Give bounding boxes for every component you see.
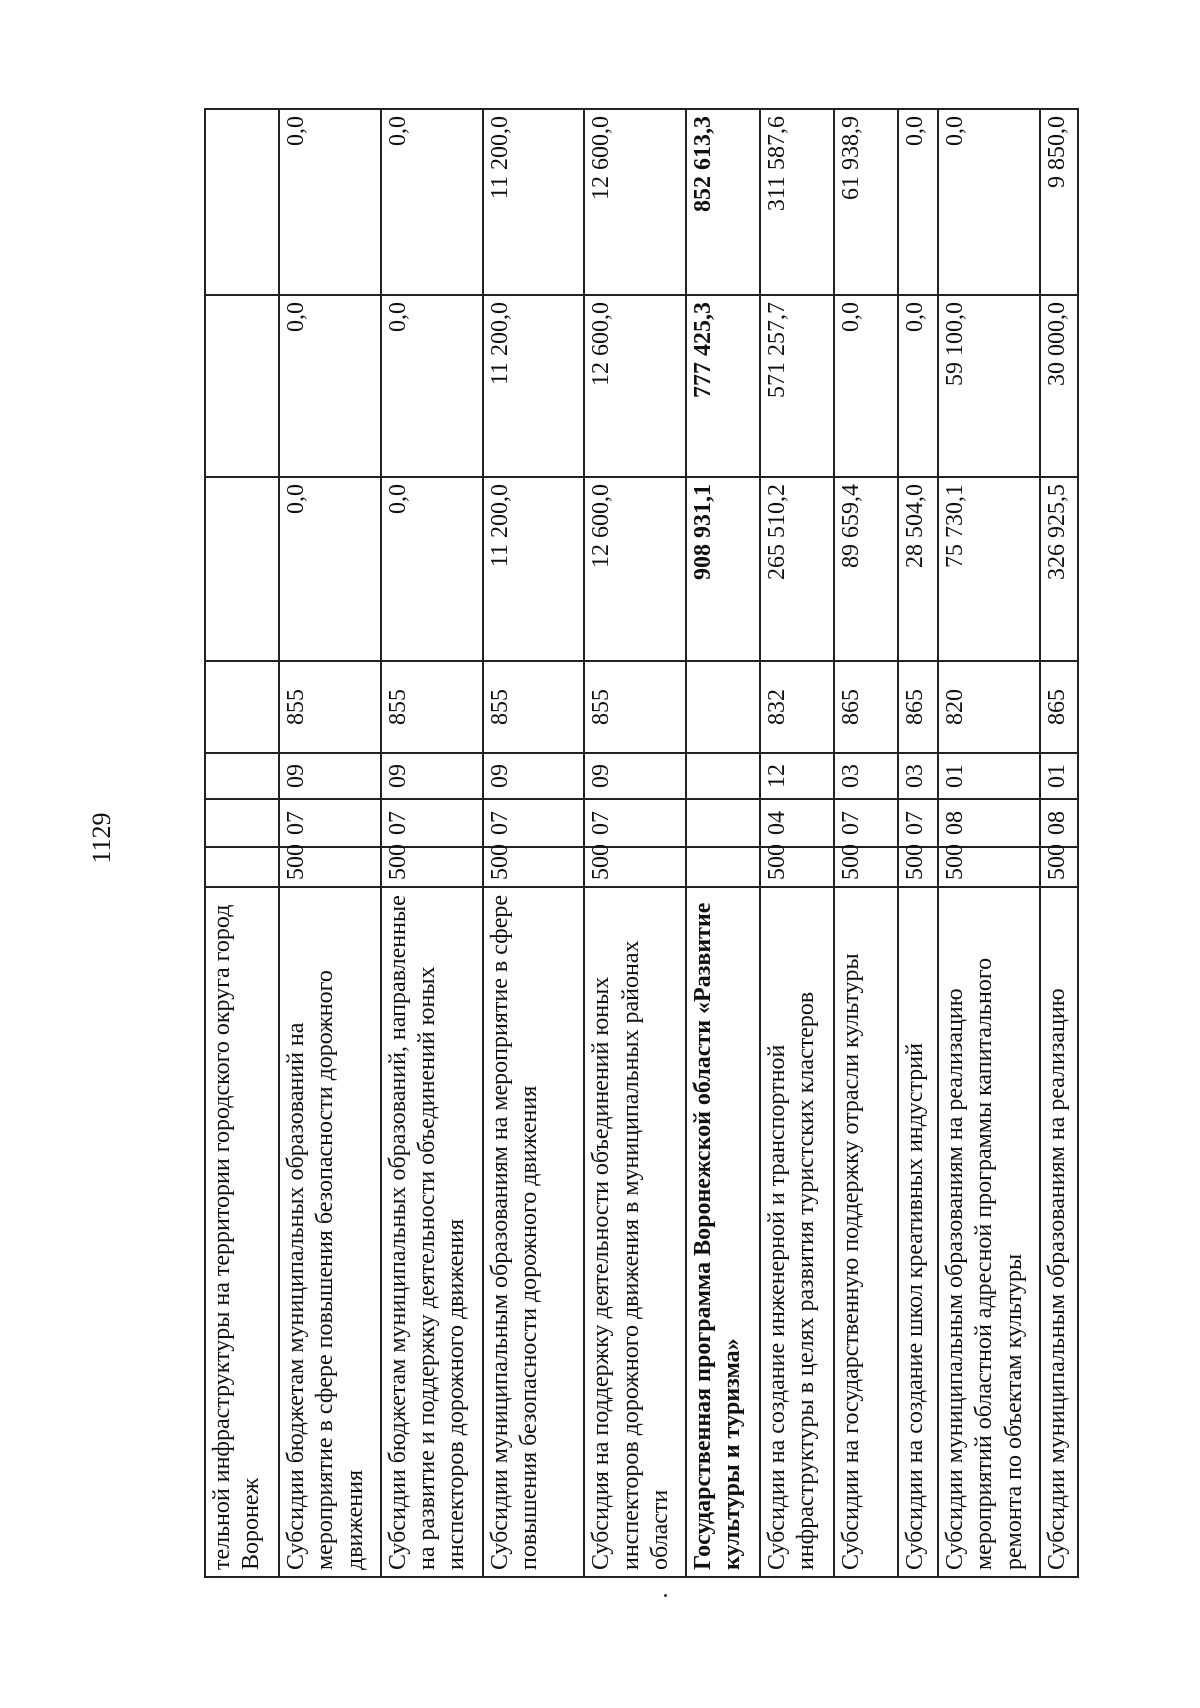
admin-code-cell: 500 [898,847,938,887]
row-name-cell: Субсидии на создание школ креативных индустрий [898,887,938,1577]
amount-year2-cell: 0,0 [279,295,381,477]
amount-year1-cell: 0,0 [381,477,483,661]
amount-year1-cell: 11 200,0 [483,477,585,661]
table-row [483,109,585,1577]
amount-year3-cell: 0,0 [938,109,1040,295]
expense-code-cell: 865 [834,661,898,753]
subsection-code-cell: 01 [938,753,1040,799]
admin-code-cell [686,847,760,887]
amount-year3-cell: 311 587,6 [760,109,834,295]
subsection-code-cell: 09 [381,753,483,799]
section-code-cell: 07 [483,799,585,847]
expense-code-cell: 855 [381,661,483,753]
subsection-code-cell: 03 [898,753,938,799]
scan-speck [664,1594,667,1597]
section-code-cell: 07 [898,799,938,847]
expense-code-cell: 865 [898,661,938,753]
subsection-code-cell: 03 [834,753,898,799]
row-name-cell: Государственная программа Воронежской области «Развитие культуры и туризма» [686,887,760,1577]
amount-year2-cell [205,295,279,477]
amount-year2-cell: 0,0 [834,295,898,477]
row-name-cell: Субсидия на поддержку деятельности объединений юных инспекторов дорожного движения в муниципальных районах области [584,887,686,1577]
amount-year3-cell [205,109,279,295]
amount-year2-cell: 59 100,0 [938,295,1040,477]
expense-code-cell [686,661,760,753]
admin-code-cell: 500 [381,847,483,887]
table-row [279,109,381,1577]
amount-year2-cell: 30 000,0 [1040,295,1078,477]
table-row [205,109,279,1577]
section-code-cell [205,799,279,847]
expense-code-cell: 820 [938,661,1040,753]
table-row [938,109,1040,1577]
admin-code-cell: 500 [834,847,898,887]
amount-year2-cell: 777 425,3 [686,295,760,477]
row-name-cell: Субсидии муниципальным образованиям на реализацию мероприятий областной адресной программы капитального ремонта по объектам культуры [938,887,1040,1577]
table-row [1040,109,1078,1577]
amount-year2-cell: 0,0 [898,295,938,477]
amount-year3-cell: 11 200,0 [483,109,585,295]
amount-year1-cell: 326 925,5 [1040,477,1078,661]
amount-year3-cell: 0,0 [898,109,938,295]
section-code-cell: 07 [381,799,483,847]
expense-code-cell: 832 [760,661,834,753]
admin-code-cell: 500 [760,847,834,887]
amount-year3-cell: 0,0 [381,109,483,295]
table-row [381,109,483,1577]
row-name-cell: Субсидии бюджетам муниципальных образований, направленные на развитие и поддержку деятельности объединений юных инспекторов дорожного движения [381,887,483,1577]
table-row [834,109,898,1577]
row-name-cell: Субсидии на создание инженерной и транспортной инфраструктуры в целях развития туристских кластеров [760,887,834,1577]
row-name-cell: Субсидии муниципальным образованиям на мероприятие в сфере повышения безопасности дорожного движения [483,887,585,1577]
amount-year1-cell: 0,0 [279,477,381,661]
row-name-cell: Субсидии бюджетам муниципальных образований на мероприятие в сфере повышения безопасности дорожного движения [279,887,381,1577]
row-name-cell: тельной инфраструктуры на территории городского округа город Воронеж [205,887,279,1577]
admin-code-cell: 500 [584,847,686,887]
admin-code-cell [205,847,279,887]
row-name-cell: Субсидии на государственную поддержку отрасли культуры [834,887,898,1577]
subsection-code-cell: 01 [1040,753,1078,799]
section-code-cell [686,799,760,847]
amount-year1-cell: 12 600,0 [584,477,686,661]
expense-code-cell: 865 [1040,661,1078,753]
budget-table [204,108,1079,1578]
subsection-code-cell: 09 [279,753,381,799]
table-body [205,109,1078,1577]
amount-year1-cell: 75 730,1 [938,477,1040,661]
admin-code-cell: 500 [938,847,1040,887]
amount-year1-cell: 28 504,0 [898,477,938,661]
amount-year3-cell: 12 600,0 [584,109,686,295]
amount-year1-cell: 908 931,1 [686,477,760,661]
section-code-cell: 08 [938,799,1040,847]
page-number: 1129 [87,812,116,864]
section-code-cell: 07 [834,799,898,847]
admin-code-cell: 500 [279,847,381,887]
expense-code-cell: 855 [279,661,381,753]
expense-code-cell [205,661,279,753]
row-name-cell: Субсидии муниципальным образованиям на реализацию [1040,887,1078,1577]
amount-year2-cell: 12 600,0 [584,295,686,477]
admin-code-cell: 500 [483,847,585,887]
amount-year2-cell: 11 200,0 [483,295,585,477]
amount-year1-cell: 89 659,4 [834,477,898,661]
amount-year3-cell: 0,0 [279,109,381,295]
subsection-code-cell [686,753,760,799]
amount-year3-cell: 9 850,0 [1040,109,1078,295]
expense-code-cell: 855 [483,661,585,753]
amount-year1-cell: 265 510,2 [760,477,834,661]
table-row [584,109,686,1577]
subsection-code-cell: 09 [584,753,686,799]
rotated-table-wrapper [204,110,1079,1578]
expense-code-cell: 855 [584,661,686,753]
table-row [686,109,760,1577]
section-code-cell: 07 [584,799,686,847]
section-code-cell: 04 [760,799,834,847]
subsection-code-cell [205,753,279,799]
section-code-cell: 08 [1040,799,1078,847]
admin-code-cell: 500 [1040,847,1078,887]
amount-year1-cell [205,477,279,661]
subsection-code-cell: 09 [483,753,585,799]
amount-year3-cell: 61 938,9 [834,109,898,295]
table-row [760,109,834,1577]
subsection-code-cell: 12 [760,753,834,799]
amount-year2-cell: 571 257,7 [760,295,834,477]
table-row [898,109,938,1577]
amount-year3-cell: 852 613,3 [686,109,760,295]
section-code-cell: 07 [279,799,381,847]
amount-year2-cell: 0,0 [381,295,483,477]
